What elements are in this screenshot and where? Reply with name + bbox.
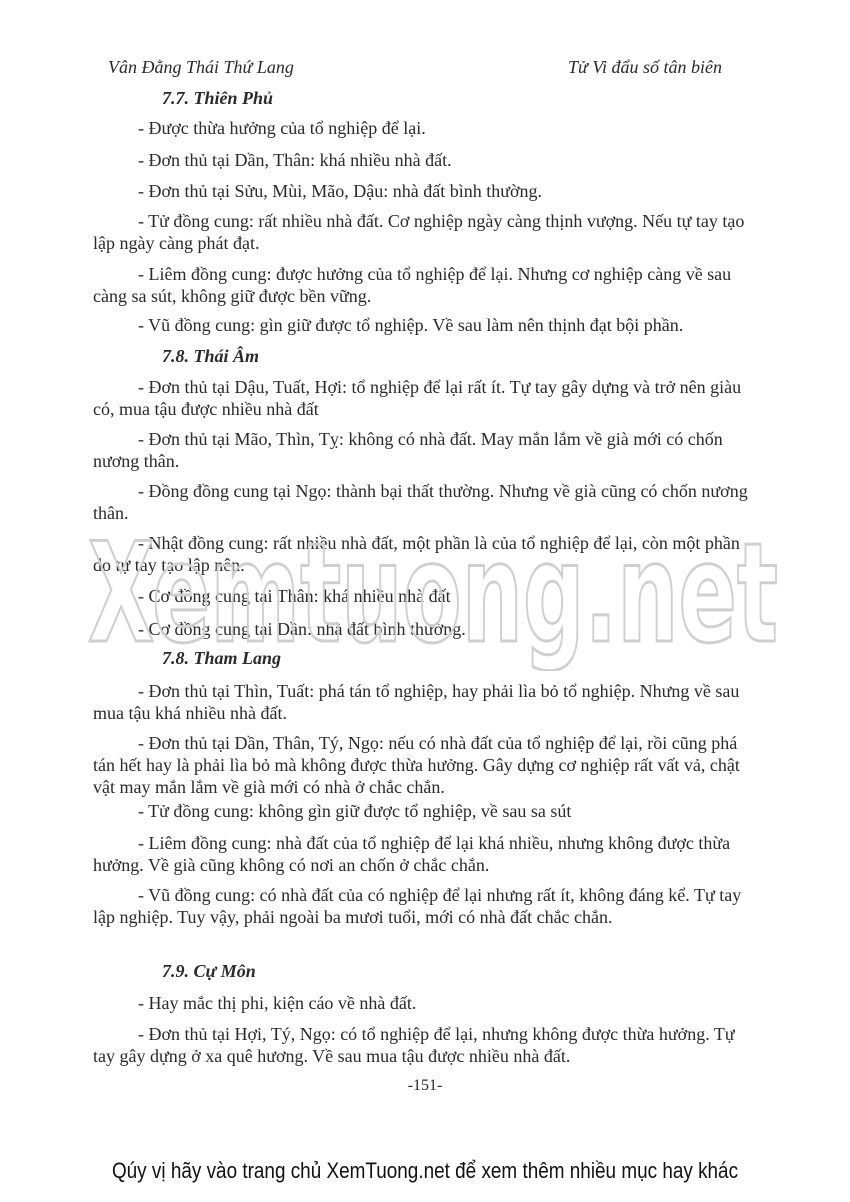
paragraph: - Đơn thủ tại Mão, Thìn, Tỵ: không có nhà đất. May mắn lắm về già mới có chốn nương thân. [93,429,723,471]
paragraph: - Đơn thủ tại Hợi, Tý, Ngọ: có tổ nghiệp để lại, nhưng không được thừa hưởng. Tự tay gây dựng ở xa quê hương. Về sau mua tậu được nhiều nhà đất. [93,1024,735,1066]
paragraph: - Đơn thủ tại Dần, Thân: khá nhiều nhà đất. [138,150,452,170]
paragraph: - Đơn thủ tại Sửu, Mùi, Mão, Dậu: nhà đất bình thường. [138,181,543,201]
running-header-author: Vân Đằng Thái Thứ Lang [108,57,294,77]
paragraph: - Hay mắc thị phi, kiện cáo về nhà đất. [138,993,417,1013]
paragraph: - Vũ đồng cung: gìn giữ được tổ nghiệp. Về sau làm nên thịnh đạt bội phần. [138,315,684,335]
paragraph: - Liêm đồng cung: nhà đất của tổ nghiệp để lại khá nhiều, nhưng không được thừa hưởng. Về già cũng không có nơi an chốn ở chắc chắn. [93,833,731,875]
page-number: -151- [407,1077,443,1094]
paragraph: - Vũ đồng cung: có nhà đất của có nghiệp để lại nhưng rất ít, không đáng kể. Tự tay lập nghiệp. Tuy vậy, phải ngoài ba mươi tuổi, mới có nhà đất chắc chắn. [93,885,742,927]
paragraph: - Liêm đồng cung: được hưởng của tổ nghiệp để lại. Nhưng cơ nghiệp càng về sau càng sa sút, không giữ được bền vững. [93,264,732,306]
paragraph: - Cơ đồng cung tại Dần: nhà đất bình thường. [138,619,466,639]
section-heading-tham-lang: 7.8. Tham Lang [162,648,282,668]
paragraph: - Đơn thủ tại Dậu, Tuất, Hợi: tổ nghiệp để lại rất ít. Tự tay gây dựng và trở nên giàu có, mua tậu được nhiều nhà đất [93,377,742,419]
section-heading-thai-am: 7.8. Thái Âm [162,346,260,366]
section-heading-cu-mon: 7.9. Cự Môn [162,961,256,981]
paragraph: - Đồng đồng cung tại Ngọ: thành bại thất thường. Nhưng về già cũng có chốn nương thân. [93,481,748,523]
footer-promo-text: Qúy vị hãy vào trang chủ XemTuong.net để xem thêm nhiều mục hay khác [111,1158,739,1183]
watermark-text: Xemtuong.net [88,521,779,671]
paragraph: - Được thừa hưởng của tổ nghiệp để lại. [138,118,426,138]
paragraph: - Tử đồng cung: rất nhiều nhà đất. Cơ nghiệp ngày càng thịnh vượng. Nếu tự tay tạo lập ngày càng phát đạt. [93,211,745,253]
paragraph: - Đơn thủ tại Thìn, Tuất: phá tán tổ nghiệp, hay phải lìa bỏ tổ nghiệp. Nhưng về sau mua tậu khá nhiều nhà đất. [93,681,740,723]
section-heading-thien-phu: 7.7. Thiên Phủ [162,88,274,108]
paragraph: - Tử đồng cung: không gìn giữ được tổ nghiệp, về sau sa sút [138,801,572,821]
paragraph: - Nhật đồng cung: rất nhiều nhà đất, một phần là của tổ nghiệp để lại, còn một phần do tự tay tạo lập nên. [93,533,740,575]
paragraph: - Cơ đồng cung tại Thân: khá nhiều nhà đất [138,586,451,606]
paragraph: - Đơn thủ tại Dần, Thân, Tý, Ngọ: nếu có nhà đất của tổ nghiệp để lại, rồi cũng phá tán hết hay là phải lìa bỏ mà không được thừa hưởng. Gây dựng cơ nghiệp rất vất vả, chật vật may mắn lắm về già mới có nhà ở chắc chắn. [93,733,740,797]
running-header-book-title: Tử Vi đẩu số tân biên [568,57,722,77]
